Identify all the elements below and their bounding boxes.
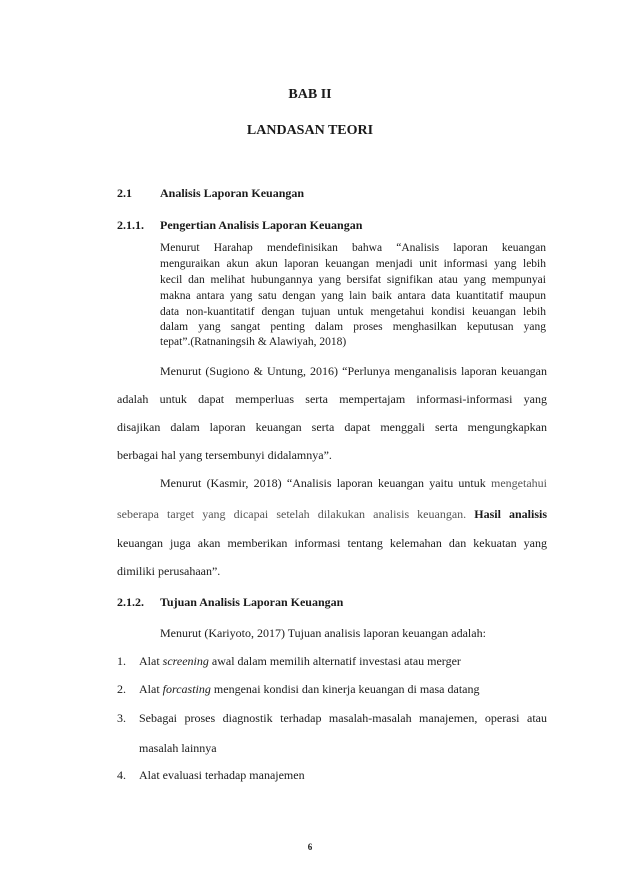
list-item-continuation: masalah lainnya <box>139 741 217 755</box>
paragraph-line: keuangan juga akan memberikan informasi tentang kelemahan dan kekuatan yang <box>117 536 547 550</box>
list-item <box>139 682 480 697</box>
quote-line: dalam yang sangat penting dalam proses menghasilkan keputusan yang <box>160 321 546 333</box>
text-run: Alat <box>139 682 163 696</box>
paragraph-line: Menurut (Sugiono & Untung, 2016) “Perlunya menganalisis laporan keuangan <box>160 364 547 378</box>
text-run: screening <box>162 654 209 668</box>
list-number: 3. <box>117 711 126 725</box>
quote-line: data non-kuantitatif dengan tujuan untuk mengetahui kondisi keuangan lebih <box>160 306 546 318</box>
list-item <box>139 654 461 669</box>
subsection-2-title: Tujuan Analisis Laporan Keuangan <box>160 595 344 609</box>
quote-line: kecil dan melihat hubungannya yang bersifat signifikan atau yang mempunyai <box>160 274 546 286</box>
text-run: Alat <box>139 654 163 668</box>
text-run: mengetahui <box>491 476 547 490</box>
text-run: mengenai kondisi dan kinerja keuangan di masa datang <box>210 682 480 696</box>
quote-line: menguraikan akun akun laporan keuangan menjadi unit informasi yang lebih <box>160 258 546 270</box>
subsection-1-number: 2.1.1. <box>117 218 144 232</box>
paragraph-line <box>160 476 547 491</box>
subsection-2-number: 2.1.2. <box>117 595 144 609</box>
section-title: Analisis Laporan Keuangan <box>160 186 305 200</box>
list-item: Alat evaluasi terhadap manajemen <box>139 768 305 782</box>
list-intro: Menurut (Kariyoto, 2017) Tujuan analisis laporan keuangan adalah: <box>160 626 486 640</box>
list-number: 1. <box>117 654 126 668</box>
text-run: forcasting <box>162 682 211 696</box>
chapter-number: BAB II <box>288 87 332 102</box>
text-run: Menurut (Kasmir, 2018) “Analisis laporan keuangan yaitu untuk <box>160 476 492 490</box>
list-number: 4. <box>117 768 126 782</box>
text-run: awal dalam memilih alternatif investasi atau merger <box>208 654 461 668</box>
list-number: 2. <box>117 682 126 696</box>
quote-line: tepat”.(Ratnaningsih & Alawiyah, 2018) <box>160 336 347 348</box>
paragraph-line: disajikan dalam laporan keuangan serta dapat menggali serta mengungkapkan <box>117 420 547 434</box>
paragraph-line: adalah untuk dapat memperluas serta mempertajam informasi-informasi yang <box>117 392 547 406</box>
quote-line: makna antara yang satu dengan yang lain baik antara data kuantitatif maupun <box>160 290 546 302</box>
paragraph-line <box>117 507 547 522</box>
list-item: Sebagai proses diagnostik terhadap masalah-masalah manajemen, operasi atau <box>139 711 547 725</box>
section-number: 2.1 <box>117 186 132 200</box>
quote-line: Menurut Harahap mendefinisikan bahwa “Analisis laporan keuangan <box>160 242 546 254</box>
subsection-1-title: Pengertian Analisis Laporan Keuangan <box>160 218 363 232</box>
text-run: seberapa target yang dicapai setelah dilakukan analisis keuangan. <box>117 507 467 521</box>
paragraph-line: dimiliki perusahaan”. <box>117 564 221 578</box>
page-number: 6 <box>307 842 313 852</box>
text-run: Hasil analisis <box>466 507 547 521</box>
paragraph-line: berbagai hal yang tersembunyi didalamnya”. <box>117 448 332 462</box>
chapter-title: LANDASAN TEORI <box>246 123 374 138</box>
